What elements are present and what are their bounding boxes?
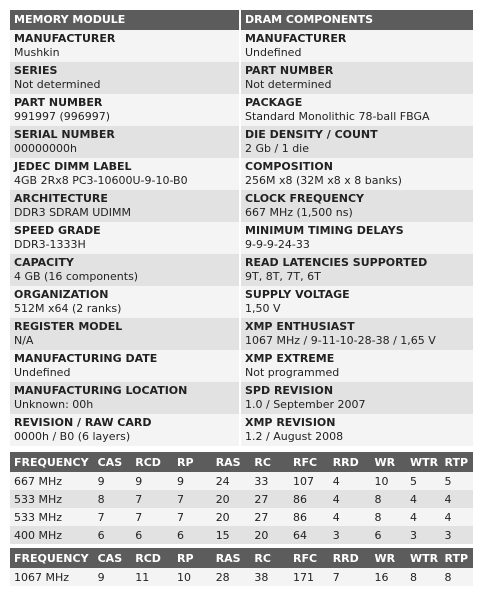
table-cell: 5 [406, 472, 440, 490]
field-label: XMP ENTHUSIAST [245, 320, 355, 333]
memory-module-field [10, 126, 239, 158]
table-cell: 10 [173, 568, 212, 586]
dram-components-field [241, 158, 473, 190]
field-label: SUPPLY VOLTAGE [245, 288, 350, 301]
table-cell: 6 [173, 526, 212, 544]
info-row [10, 94, 473, 126]
field-value: DDR3-1333H [14, 238, 86, 251]
field-label: COMPOSITION [245, 160, 333, 173]
table-cell: 38 [250, 568, 289, 586]
info-row [10, 126, 473, 158]
column-header: RFC [289, 452, 329, 472]
xmp-timing-table [10, 548, 473, 586]
table-cell: 400 MHz [10, 526, 94, 544]
field-label: ORGANIZATION [14, 288, 109, 301]
table-cell: 171 [289, 568, 329, 586]
memory-module-field [10, 222, 239, 254]
table-cell: 7 [173, 490, 212, 508]
table-cell: 8 [406, 568, 440, 586]
table-cell: 7 [131, 490, 173, 508]
column-header: RTP [441, 452, 473, 472]
field-value: Mushkin [14, 46, 60, 59]
table-cell: 86 [289, 508, 329, 526]
table-cell: 10 [371, 472, 407, 490]
table-row [10, 526, 473, 544]
field-value: N/A [14, 334, 34, 347]
dram-components-field [241, 350, 473, 382]
field-value: Not determined [245, 78, 332, 91]
dram-components-field [241, 62, 473, 94]
field-label: SPEED GRADE [14, 224, 101, 237]
column-header: WTR [406, 548, 440, 568]
field-value: Standard Monolithic 78-ball FBGA [245, 110, 430, 123]
table-cell: 27 [250, 490, 289, 508]
table-cell: 20 [212, 508, 251, 526]
table-cell: 64 [289, 526, 329, 544]
table-cell: 9 [94, 472, 132, 490]
table-cell: 16 [371, 568, 407, 586]
info-row [10, 350, 473, 382]
table-cell: 20 [212, 490, 251, 508]
field-value: 667 MHz (1,500 ns) [245, 206, 353, 219]
field-value: 4 GB (16 components) [14, 270, 139, 283]
dram-components-field [241, 286, 473, 318]
info-row [10, 254, 473, 286]
table-cell: 3 [441, 526, 473, 544]
field-label: PART NUMBER [14, 96, 103, 109]
column-header: RFC [289, 548, 329, 568]
table-cell: 1067 MHz [10, 568, 94, 586]
column-header: RC [250, 452, 289, 472]
dram-components-field [241, 254, 473, 286]
field-label: JEDEC DIMM LABEL [14, 160, 132, 173]
table-cell: 8 [371, 490, 407, 508]
field-value: DDR3 SDRAM UDIMM [14, 206, 131, 219]
dram-components-header: DRAM COMPONENTS [241, 10, 473, 30]
table-cell: 4 [329, 508, 371, 526]
column-header: RCD [131, 452, 173, 472]
info-row [10, 190, 473, 222]
table-cell: 533 MHz [10, 490, 94, 508]
info-row [10, 286, 473, 318]
field-label: MANUFACTURER [245, 32, 347, 45]
table-row [10, 508, 473, 526]
column-header: RP [173, 548, 212, 568]
field-label: SERIES [14, 64, 58, 77]
memory-module-field [10, 318, 239, 350]
field-value: 2 Gb / 1 die [245, 142, 310, 155]
column-header: RCD [131, 548, 173, 568]
field-label: SPD REVISION [245, 384, 334, 397]
module-info-grid [10, 10, 473, 446]
table-cell: 27 [250, 508, 289, 526]
table-cell: 86 [289, 490, 329, 508]
field-value: 9T, 8T, 7T, 6T [245, 270, 321, 283]
field-value: 512M x64 (2 ranks) [14, 302, 122, 315]
field-label: MINIMUM TIMING DELAYS [245, 224, 404, 237]
column-header: CAS [94, 548, 132, 568]
info-row [10, 382, 473, 414]
column-header: RAS [212, 548, 251, 568]
table-cell: 533 MHz [10, 508, 94, 526]
info-row [10, 30, 473, 62]
table-cell: 107 [289, 472, 329, 490]
table-cell: 6 [94, 526, 132, 544]
field-label: XMP REVISION [245, 416, 336, 429]
xmp-header-row [10, 548, 473, 568]
table-cell: 5 [441, 472, 473, 490]
field-label: CAPACITY [14, 256, 74, 269]
field-label: MANUFACTURER [14, 32, 116, 45]
field-value: Undefined [14, 366, 71, 379]
column-header: FREQUENCY [10, 452, 94, 472]
memory-module-field [10, 158, 239, 190]
table-cell: 8 [371, 508, 407, 526]
field-label: PART NUMBER [245, 64, 334, 77]
field-value: 9-9-9-24-33 [245, 238, 310, 251]
field-value: 1067 MHz / 9-11-10-28-38 / 1,65 V [245, 334, 436, 347]
column-header: RP [173, 452, 212, 472]
table-cell: 7 [94, 508, 132, 526]
column-header: RC [250, 548, 289, 568]
field-label: CLOCK FREQUENCY [245, 192, 365, 205]
table-cell: 4 [329, 472, 371, 490]
memory-module-field [10, 30, 239, 62]
info-row [10, 318, 473, 350]
column-header: WR [371, 548, 407, 568]
table-cell: 7 [173, 508, 212, 526]
memory-module-field [10, 94, 239, 126]
table-row [10, 568, 473, 586]
field-value: 1.0 / September 2007 [245, 398, 366, 411]
column-header: RAS [212, 452, 251, 472]
table-cell: 6 [371, 526, 407, 544]
table-cell: 4 [406, 508, 440, 526]
column-header: RTP [441, 548, 473, 568]
memory-module-field [10, 190, 239, 222]
field-label: PACKAGE [245, 96, 303, 109]
memory-module-field [10, 350, 239, 382]
table-cell: 7 [329, 568, 371, 586]
field-label: ARCHITECTURE [14, 192, 108, 205]
field-label: REGISTER MODEL [14, 320, 123, 333]
field-value: Not programmed [245, 366, 340, 379]
dram-components-field [241, 190, 473, 222]
info-row [10, 222, 473, 254]
dram-components-field [241, 414, 473, 446]
table-cell: 24 [212, 472, 251, 490]
table-row [10, 490, 473, 508]
field-value: 1.2 / August 2008 [245, 430, 344, 443]
field-label: XMP EXTREME [245, 352, 335, 365]
memory-module-field [10, 382, 239, 414]
field-label: DIE DENSITY / COUNT [245, 128, 378, 141]
field-value: Unknown: 00h [14, 398, 94, 411]
info-row [10, 62, 473, 94]
field-value: 0000h / B0 (6 layers) [14, 430, 131, 443]
table-row [10, 472, 473, 490]
table-cell: 20 [250, 526, 289, 544]
table-cell: 28 [212, 568, 251, 586]
table-cell: 8 [441, 568, 473, 586]
field-label: MANUFACTURING DATE [14, 352, 158, 365]
dram-components-field [241, 318, 473, 350]
dram-components-field [241, 30, 473, 62]
table-cell: 3 [406, 526, 440, 544]
table-cell: 4 [329, 490, 371, 508]
table-cell: 4 [441, 508, 473, 526]
table-cell: 9 [94, 568, 132, 586]
field-label: SERIAL NUMBER [14, 128, 115, 141]
table-cell: 4 [441, 490, 473, 508]
table-cell: 9 [173, 472, 212, 490]
grid-header-row [10, 10, 473, 30]
column-header: WTR [406, 452, 440, 472]
table-cell: 9 [131, 472, 173, 490]
field-label: REVISION / RAW CARD [14, 416, 152, 429]
dram-components-field [241, 94, 473, 126]
field-value: 4GB 2Rx8 PC3-10600U-9-10-B0 [14, 174, 188, 187]
timing-header-row [10, 452, 473, 472]
info-row [10, 158, 473, 190]
memory-module-field [10, 62, 239, 94]
column-header: CAS [94, 452, 132, 472]
dram-components-field [241, 222, 473, 254]
timing-table [10, 452, 473, 544]
info-rows [10, 30, 473, 446]
column-header: WR [371, 452, 407, 472]
column-header: RRD [329, 548, 371, 568]
field-value: Not determined [14, 78, 101, 91]
memory-module-field [10, 286, 239, 318]
field-label: MANUFACTURING LOCATION [14, 384, 188, 397]
field-value: 256M x8 (32M x8 x 8 banks) [245, 174, 402, 187]
column-header: FREQUENCY [10, 548, 94, 568]
dram-components-field [241, 126, 473, 158]
field-label: READ LATENCIES SUPPORTED [245, 256, 428, 269]
dram-components-field [241, 382, 473, 414]
field-value: 991997 (996997) [14, 110, 111, 123]
table-cell: 7 [131, 508, 173, 526]
table-cell: 33 [250, 472, 289, 490]
table-cell: 4 [406, 490, 440, 508]
field-value: 1,50 V [245, 302, 281, 315]
memory-module-field [10, 254, 239, 286]
memory-module-field [10, 414, 239, 446]
table-cell: 667 MHz [10, 472, 94, 490]
table-cell: 15 [212, 526, 251, 544]
field-value: Undefined [245, 46, 302, 59]
memory-module-header: MEMORY MODULE [10, 10, 239, 30]
table-cell: 8 [94, 490, 132, 508]
table-cell: 3 [329, 526, 371, 544]
table-cell: 6 [131, 526, 173, 544]
table-cell: 11 [131, 568, 173, 586]
field-value: 00000000h [14, 142, 77, 155]
column-header: RRD [329, 452, 371, 472]
info-row [10, 414, 473, 446]
